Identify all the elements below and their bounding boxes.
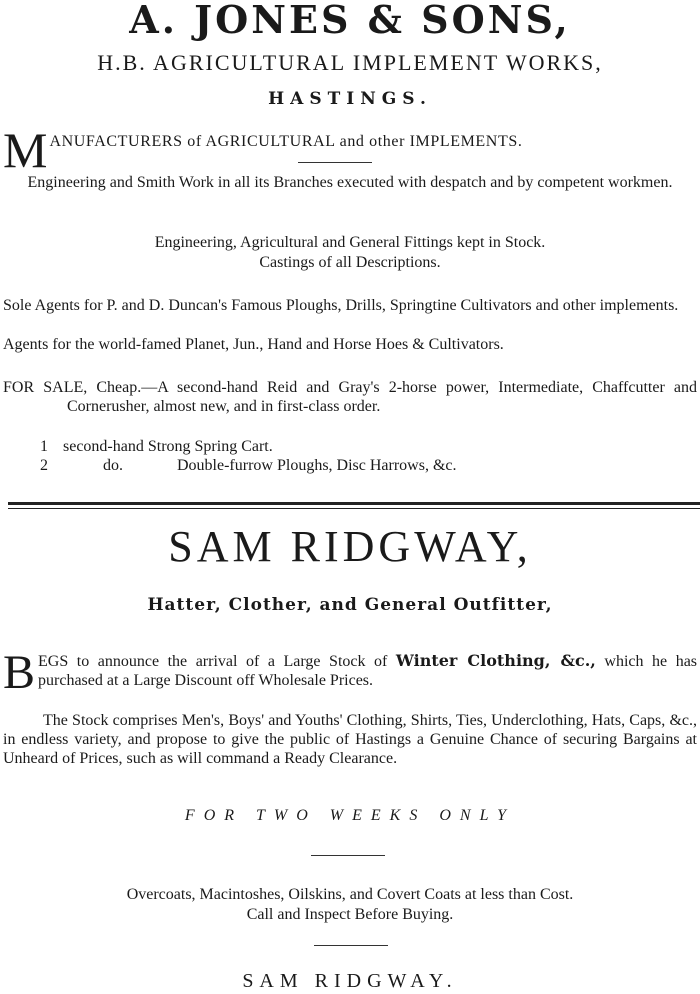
ad1-subtitle: H.B. AGRICULTURAL IMPLEMENT WORKS, (97, 50, 603, 75)
ad1-town: HASTINGS. (268, 89, 432, 109)
ad2-subtitle: Hatter, Clother, and General Outfitter, (147, 595, 553, 615)
sale-item-ditto-2: do. (103, 457, 123, 474)
for-sale-paragraph: FOR SALE, Cheap.—A second-hand Reid and Gray's 2-horse power, Intermediate, Chaffcutter and Cornerusher, almost new, and in first-class order. (3, 379, 697, 415)
sale-item-desc-2: Double-furrow Ploughs, Disc Harrows, &c. (177, 457, 457, 474)
sole-agents-paragraph: Sole Agents for P. and D. Duncan's Famous Ploughs, Drills, Springtine Cultivators and other implements. (3, 297, 679, 314)
engineering-paragraph: Engineering and Smith Work in all its Branches executed with despatch and by competent workmen. (27, 174, 673, 191)
divider (314, 945, 388, 946)
divider (298, 162, 372, 163)
begs-paragraph (3, 646, 698, 699)
dropcap-b: B (3, 646, 36, 699)
begs-bold-text: Winter Clothing, &c., (395, 651, 596, 670)
manufacturers-line (3, 122, 697, 178)
sale-item-desc-1: second-hand Strong Spring Cart. (63, 438, 273, 455)
advert-separator-thick (8, 502, 700, 505)
agents-paragraph: Agents for the world-famed Planet, Jun., Hand and Horse Hoes & Cultivators. (3, 336, 504, 353)
two-weeks-line: FOR TWO WEEKS ONLY (184, 807, 516, 824)
ad1-title: A. JONES & SONS, (129, 0, 571, 42)
ad2-title: SAM RIDGWAY, (168, 522, 532, 571)
manufacturers-text: ANUFACTURERS of AGRICULTURAL and other IMPLEMENTS. (49, 133, 523, 150)
dropcap-m: M (3, 122, 48, 178)
divider (311, 855, 385, 856)
advert-separator-thin (8, 508, 700, 509)
sale-item-qty-1: 1 (40, 438, 48, 455)
begs-end-text: which he has purchased at a Large Discount off Wholesale Prices. (38, 653, 698, 689)
fittings-line-1: Engineering, Agricultural and General Fittings kept in Stock. (154, 234, 546, 251)
signature: SAM RIDGWAY. (242, 970, 458, 992)
begs-text: EGS to announce the arrival of a Large Stock of (38, 653, 388, 670)
sale-item-qty-2: 2 (40, 457, 48, 474)
fittings-line-2: Castings of all Descriptions. (259, 254, 441, 271)
stock-paragraph: The Stock comprises Men's, Boys' and Youths' Clothing, Shirts, Ties, Underclothing, Hats, Caps, &c., in endless variety, and propose to give the public of Hastings a Genuine Chance of securing Bargains at Unheard of Prices, such as will command a Ready Clearance. (3, 712, 697, 767)
call-line: Call and Inspect Before Buying. (246, 906, 454, 923)
overcoats-line: Overcoats, Macintoshes, Oilskins, and Covert Coats at less than Cost. (126, 886, 574, 903)
